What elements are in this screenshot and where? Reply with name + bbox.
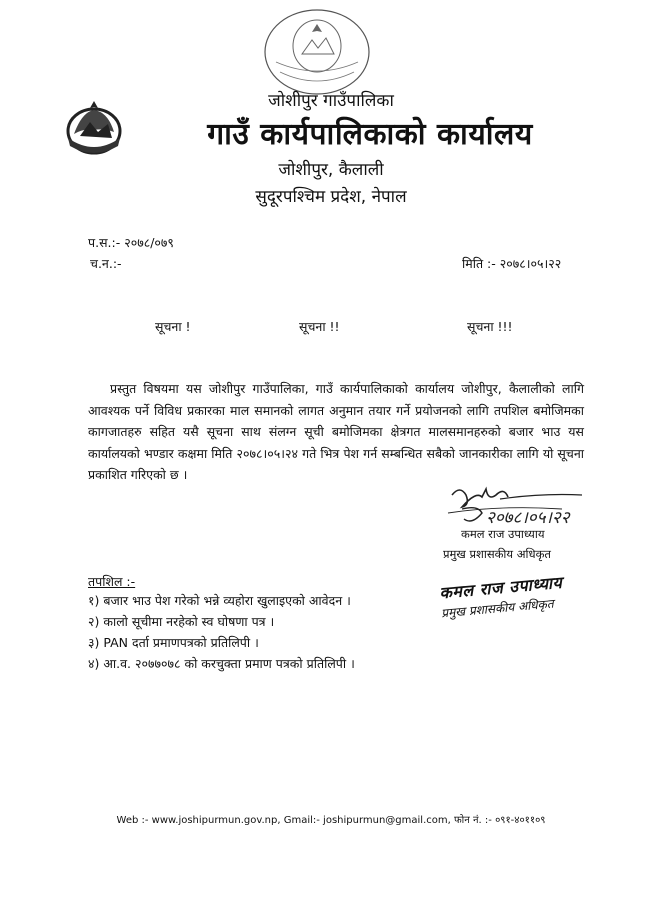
notice-body-text: प्रस्तुत विषयमा यस जोशीपुर गाउँपालिका, गाउँ कार्यपालिकाको कार्यालय जोशीपुर, कैलालीको लागि आवश्यक पर्ने विविध प्रकारका माल समानको लागत अनुमान तयार गर्ने प्रयोजनको लागि तपशिल बमोजिमका कागजातहरु सहित यसै सूचना साथ संलग्न सूची बमोजिमका क्षेत्रगत मालसमानहरुको बजार भाउ यस कार्यालयको भण्डार कक्षमा मिति २०७८।०५।२४ गते भित्र पेश गर्न सम्बन्धित सबैको जानकारीका लागि यो सूचना प्रकाशित गरिएको छ ।	[88, 381, 584, 482]
signatory-name: कमल राज उपाध्याय	[461, 527, 545, 541]
notice-heading-3: सूचना !!!	[467, 319, 513, 334]
list-item: ३) PAN दर्ता प्रमाणपत्रको प्रतिलिपी ।	[88, 635, 259, 650]
address-line-1: जोशीपुर, कैलाली	[278, 160, 384, 180]
list-item: ४) आ.व. २०७७०७८ को करचुक्ता प्रमाण पत्रको प्रतिलिपी ।	[88, 656, 355, 671]
letter-date: मिति :- २०७८।०५।२२	[462, 256, 562, 271]
office-name: जोशीपुर गाउँपालिका	[268, 91, 394, 111]
attachments-heading: तपशिल :-	[88, 574, 136, 589]
letter-reference-number: प.स.:- २०७८/०७९	[88, 235, 174, 250]
office-title: गाउँ कार्यपालिकाको कार्यालय	[207, 117, 533, 152]
notice-heading-2: सूचना !!	[299, 319, 340, 334]
address-line-2: सुदूरपश्चिम प्रदेश, नेपाल	[255, 187, 407, 207]
list-item: २) कालो सूचीमा नरहेको स्व घोषणा पत्र ।	[88, 614, 275, 629]
handwritten-date: २०७८।०५।२२	[486, 508, 570, 527]
attachments-list	[88, 590, 355, 674]
dispatch-number: च.न.:-	[90, 256, 122, 271]
signature-stamp	[439, 569, 590, 622]
stamp-title: प्रमुख प्रशासकीय अधिकृत	[440, 596, 555, 621]
handwritten-signature	[442, 483, 592, 527]
list-item: १) बजार भाउ पेश गरेको भन्ने व्यहोरा खुलाइएको आवेदन ।	[88, 593, 351, 608]
footer-contact: Web :- www.joshipurmun.gov.np, Gmail:- joshipurmun@gmail.com, फोन नं. :- ०९१-४०११०९	[116, 815, 546, 826]
office-seal-stamp	[262, 6, 372, 98]
notice-heading-1: सूचना !	[155, 319, 191, 334]
signatory-title: प्रमुख प्रशासकीय अधिकृत	[443, 547, 551, 561]
stamp-name: कमल राज उपाध्याय	[438, 572, 564, 603]
